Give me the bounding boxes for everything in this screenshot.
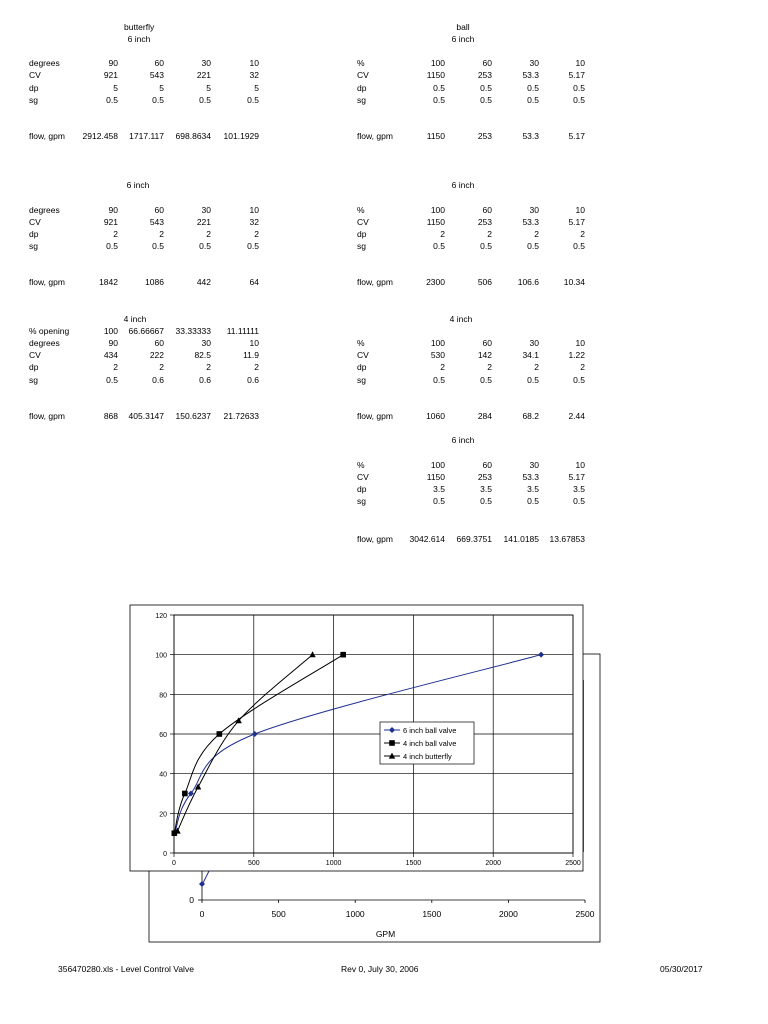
flow-value: 2.44 bbox=[568, 411, 585, 421]
cell-value: 30 bbox=[529, 205, 539, 215]
block-size: 6 inch bbox=[451, 34, 475, 44]
cell-value: 0.5 bbox=[433, 83, 445, 93]
flow-label: flow, gpm bbox=[29, 277, 65, 287]
x-tick-label: 2000 bbox=[485, 860, 501, 867]
cell-value: 0.5 bbox=[152, 95, 164, 105]
cell-value: 10 bbox=[575, 460, 585, 470]
cell-value: 3.5 bbox=[527, 484, 539, 494]
y-tick-label: 80 bbox=[159, 692, 167, 700]
cell-value: 2 bbox=[254, 229, 259, 239]
flow-value: 21.72633 bbox=[223, 411, 259, 421]
flow-label: flow, gpm bbox=[357, 411, 393, 421]
block-size: 4 inch bbox=[449, 314, 473, 324]
flow-value: 669.3751 bbox=[456, 534, 492, 544]
row-label: dp bbox=[29, 362, 39, 372]
cell-value: 2 bbox=[440, 229, 445, 239]
cell-value: 921 bbox=[103, 70, 118, 80]
cell-value: 5 bbox=[254, 83, 259, 93]
back-x-tick-label: 0 bbox=[199, 909, 205, 919]
cell-value: 30 bbox=[529, 460, 539, 470]
cell-value: 543 bbox=[149, 70, 164, 80]
cell-value: 10 bbox=[249, 58, 259, 68]
cell-value: 2 bbox=[206, 362, 211, 372]
data-point bbox=[340, 652, 346, 658]
flow-value: 106.6 bbox=[517, 277, 539, 287]
cell-value: 60 bbox=[482, 205, 492, 215]
cell-value: 0.5 bbox=[433, 375, 445, 385]
cell-value: 434 bbox=[103, 350, 118, 360]
back-x-tick-label: 2000 bbox=[498, 909, 518, 919]
cell-value: 142 bbox=[477, 350, 492, 360]
flow-value: 150.6237 bbox=[175, 411, 211, 421]
cell-value: 2 bbox=[534, 362, 539, 372]
row-label: CV bbox=[29, 70, 41, 80]
back-x-tick-label: 2500 bbox=[575, 909, 595, 919]
cell-value: 0.5 bbox=[247, 95, 259, 105]
cell-value: 5.17 bbox=[568, 217, 585, 227]
cell-value: 921 bbox=[103, 217, 118, 227]
cell-value: 2 bbox=[534, 229, 539, 239]
back-y-tick-label: 0 bbox=[189, 895, 194, 905]
cell-value: 3.5 bbox=[480, 484, 492, 494]
row-label: dp bbox=[357, 484, 367, 494]
flow-value: 868 bbox=[103, 411, 118, 421]
row-label: CV bbox=[357, 70, 369, 80]
cell-value: 11.11111 bbox=[226, 326, 259, 336]
row-label: dp bbox=[357, 83, 367, 93]
block-size: 6 inch bbox=[451, 435, 475, 445]
flow-value: 506 bbox=[477, 277, 492, 287]
flow-value: 405.3147 bbox=[128, 411, 164, 421]
cell-value: 2 bbox=[580, 229, 585, 239]
x-tick-label: 2500 bbox=[565, 860, 581, 867]
cell-value: 11.9 bbox=[243, 350, 259, 360]
cell-value: 0.5 bbox=[433, 95, 445, 105]
flow-value: 64 bbox=[249, 277, 259, 287]
cell-value: 0.5 bbox=[480, 496, 492, 506]
row-label: sg bbox=[29, 95, 38, 105]
flow-value: 1842 bbox=[99, 277, 118, 287]
cell-value: 2 bbox=[580, 362, 585, 372]
flow-value: 1086 bbox=[145, 277, 164, 287]
cell-value: 0.5 bbox=[480, 95, 492, 105]
cell-value: 3.5 bbox=[433, 484, 445, 494]
cell-value: 34.1 bbox=[522, 350, 539, 360]
cell-value: 60 bbox=[154, 205, 164, 215]
block-size: 4 inch bbox=[123, 314, 147, 324]
flow-value: 284 bbox=[477, 411, 492, 421]
legend-entry: 4 inch ball valve bbox=[403, 739, 457, 748]
cell-value: 5 bbox=[206, 83, 211, 93]
row-label: sg bbox=[357, 496, 366, 506]
cell-value: 33.33333 bbox=[175, 326, 211, 336]
cell-value: 0.5 bbox=[480, 375, 492, 385]
row-label: % bbox=[357, 460, 365, 470]
x-tick-label: 500 bbox=[247, 860, 260, 867]
cell-value: 0.5 bbox=[573, 83, 585, 93]
cell-value: 1150 bbox=[426, 70, 445, 80]
cell-value: 1150 bbox=[426, 217, 445, 227]
legend bbox=[380, 722, 474, 764]
cell-value: 66.66667 bbox=[128, 326, 164, 336]
block-title: butterfly bbox=[124, 22, 155, 32]
cell-value: 0.5 bbox=[199, 241, 211, 251]
data-point bbox=[182, 791, 188, 797]
footer-filename: 356470280.xls - Level Control Valve bbox=[58, 964, 194, 974]
legend-entry: 4 inch butterfly bbox=[403, 752, 452, 761]
cell-value: 60 bbox=[154, 58, 164, 68]
row-label: degrees bbox=[29, 338, 60, 348]
cell-value: 253 bbox=[477, 217, 492, 227]
cell-value: 0.6 bbox=[152, 375, 164, 385]
cell-value: 100 bbox=[103, 326, 118, 336]
cell-value: 10 bbox=[575, 338, 585, 348]
cell-value: 30 bbox=[529, 338, 539, 348]
cell-value: 0.5 bbox=[527, 95, 539, 105]
row-label: dp bbox=[357, 362, 367, 372]
block-size: 6 inch bbox=[127, 34, 151, 44]
cell-value: 221 bbox=[196, 217, 211, 227]
block-title: ball bbox=[456, 22, 470, 32]
cell-value: 90 bbox=[108, 58, 118, 68]
cell-value: 32 bbox=[249, 217, 259, 227]
cell-value: 0.5 bbox=[527, 496, 539, 506]
cell-value: 2 bbox=[159, 229, 164, 239]
cell-value: 543 bbox=[149, 217, 164, 227]
cell-value: 5.17 bbox=[568, 472, 585, 482]
flow-label: flow, gpm bbox=[29, 131, 65, 141]
row-label: CV bbox=[357, 217, 369, 227]
back-x-axis-label: GPM bbox=[375, 929, 396, 939]
x-tick-label: 1500 bbox=[405, 860, 422, 867]
cell-value: 2 bbox=[254, 362, 259, 372]
cell-value: 5 bbox=[159, 83, 164, 93]
cell-value: 2 bbox=[206, 229, 211, 239]
cell-value: 32 bbox=[249, 70, 259, 80]
row-label: sg bbox=[357, 241, 366, 251]
y-tick-label: 20 bbox=[159, 811, 167, 819]
cell-value: 1150 bbox=[426, 472, 445, 482]
row-label: degrees bbox=[29, 205, 60, 215]
cell-value: 0.5 bbox=[106, 95, 118, 105]
cell-value: 5.17 bbox=[568, 70, 585, 80]
block-size: 6 inch bbox=[451, 180, 475, 190]
row-label: % bbox=[357, 338, 365, 348]
cell-value: 0.5 bbox=[573, 95, 585, 105]
flow-value: 13.67853 bbox=[549, 534, 585, 544]
x-tick-label: 0 bbox=[172, 860, 176, 867]
row-label: degrees bbox=[29, 58, 60, 68]
cell-value: 253 bbox=[477, 70, 492, 80]
cell-value: 2 bbox=[159, 362, 164, 372]
cell-value: 82.5 bbox=[194, 350, 211, 360]
flow-value: 5.17 bbox=[568, 131, 585, 141]
cell-value: 100 bbox=[430, 205, 445, 215]
cell-value: 90 bbox=[108, 338, 118, 348]
cell-value: 30 bbox=[529, 58, 539, 68]
cell-value: 100 bbox=[430, 58, 445, 68]
legend-swatch-marker bbox=[389, 740, 395, 746]
row-label: CV bbox=[357, 350, 369, 360]
cell-value: 0.5 bbox=[199, 95, 211, 105]
cell-value: 60 bbox=[154, 338, 164, 348]
cell-value: 0.5 bbox=[480, 241, 492, 251]
y-tick-label: 40 bbox=[159, 771, 167, 779]
cell-value: 222 bbox=[149, 350, 164, 360]
cell-value: 0.5 bbox=[527, 83, 539, 93]
cell-value: 10 bbox=[249, 205, 259, 215]
cell-value: 530 bbox=[430, 350, 445, 360]
footer-revision: Rev 0, July 30, 2006 bbox=[341, 964, 419, 974]
cell-value: 0.5 bbox=[106, 241, 118, 251]
cell-value: 2 bbox=[113, 229, 118, 239]
y-tick-label: 100 bbox=[155, 652, 167, 660]
data-point bbox=[217, 731, 223, 737]
row-label: CV bbox=[29, 217, 41, 227]
cell-value: 2 bbox=[113, 362, 118, 372]
cell-value: 0.5 bbox=[106, 375, 118, 385]
row-label: sg bbox=[357, 95, 366, 105]
flow-label: flow, gpm bbox=[357, 131, 393, 141]
row-label: sg bbox=[29, 375, 38, 385]
block-size: 6 inch bbox=[126, 180, 150, 190]
cell-value: 30 bbox=[201, 205, 211, 215]
cell-value: 253 bbox=[477, 472, 492, 482]
cell-value: 53.3 bbox=[522, 472, 539, 482]
cell-value: 60 bbox=[482, 460, 492, 470]
cell-value: 2 bbox=[487, 229, 492, 239]
row-label: dp bbox=[357, 229, 367, 239]
cell-value: 1.22 bbox=[568, 350, 585, 360]
y-tick-label: 120 bbox=[155, 613, 167, 620]
y-tick-label: 0 bbox=[163, 851, 167, 858]
row-label: sg bbox=[29, 241, 38, 251]
cell-value: 221 bbox=[196, 70, 211, 80]
cell-value: 10 bbox=[249, 338, 259, 348]
cell-value: 2 bbox=[487, 362, 492, 372]
cell-value: 0.5 bbox=[433, 241, 445, 251]
cell-value: 10 bbox=[575, 58, 585, 68]
flow-value: 1717.117 bbox=[129, 131, 164, 141]
footer-date: 05/30/2017 bbox=[660, 964, 703, 974]
row-label: % opening bbox=[29, 326, 70, 336]
cell-value: 10 bbox=[575, 205, 585, 215]
row-label: % bbox=[357, 58, 365, 68]
cell-value: 2 bbox=[440, 362, 445, 372]
flow-value: 1060 bbox=[426, 411, 445, 421]
flow-value: 698.8634 bbox=[175, 131, 211, 141]
cell-value: 53.3 bbox=[522, 70, 539, 80]
back-x-tick-label: 1000 bbox=[345, 909, 365, 919]
row-label: dp bbox=[29, 229, 39, 239]
cell-value: 0.5 bbox=[573, 241, 585, 251]
legend-entry: 6 inch ball valve bbox=[403, 726, 457, 735]
flow-label: flow, gpm bbox=[29, 411, 65, 421]
flow-value: 253 bbox=[477, 131, 492, 141]
cell-value: 0.5 bbox=[247, 241, 259, 251]
row-label: sg bbox=[357, 375, 366, 385]
back-x-tick-label: 500 bbox=[271, 909, 286, 919]
flow-value: 10.34 bbox=[563, 277, 585, 287]
cell-value: 0.5 bbox=[480, 83, 492, 93]
cell-value: 0.5 bbox=[527, 241, 539, 251]
flow-value: 53.3 bbox=[522, 131, 539, 141]
row-label: dp bbox=[29, 83, 39, 93]
cell-value: 0.6 bbox=[247, 375, 259, 385]
cell-value: 100 bbox=[430, 338, 445, 348]
cell-value: 90 bbox=[108, 205, 118, 215]
back-x-tick-label: 1500 bbox=[422, 909, 442, 919]
y-tick-label: 60 bbox=[159, 732, 167, 739]
cell-value: 5 bbox=[113, 83, 118, 93]
cell-value: 0.5 bbox=[573, 375, 585, 385]
flow-value: 68.2 bbox=[522, 411, 539, 421]
cell-value: 53.3 bbox=[522, 217, 539, 227]
cell-value: 30 bbox=[201, 338, 211, 348]
flow-value: 2912.458 bbox=[82, 131, 118, 141]
cell-value: 0.5 bbox=[573, 496, 585, 506]
flow-label: flow, gpm bbox=[357, 534, 393, 544]
flow-value: 1150 bbox=[426, 131, 445, 141]
flow-value: 3042.614 bbox=[409, 534, 445, 544]
cell-value: 0.5 bbox=[433, 496, 445, 506]
row-label: CV bbox=[29, 350, 41, 360]
cell-value: 0.6 bbox=[199, 375, 211, 385]
cell-value: 60 bbox=[482, 58, 492, 68]
row-label: CV bbox=[357, 472, 369, 482]
cell-value: 100 bbox=[430, 460, 445, 470]
x-tick-label: 1000 bbox=[325, 860, 342, 867]
cell-value: 0.5 bbox=[527, 375, 539, 385]
flow-value: 442 bbox=[196, 277, 211, 287]
cell-value: 3.5 bbox=[573, 484, 585, 494]
flow-value: 2300 bbox=[426, 277, 445, 287]
flow-value: 141.0185 bbox=[503, 534, 539, 544]
row-label: % bbox=[357, 205, 365, 215]
cell-value: 0.5 bbox=[152, 241, 164, 251]
flow-value: 101.1929 bbox=[223, 131, 259, 141]
cell-value: 30 bbox=[201, 58, 211, 68]
flow-label: flow, gpm bbox=[357, 277, 393, 287]
cell-value: 60 bbox=[482, 338, 492, 348]
